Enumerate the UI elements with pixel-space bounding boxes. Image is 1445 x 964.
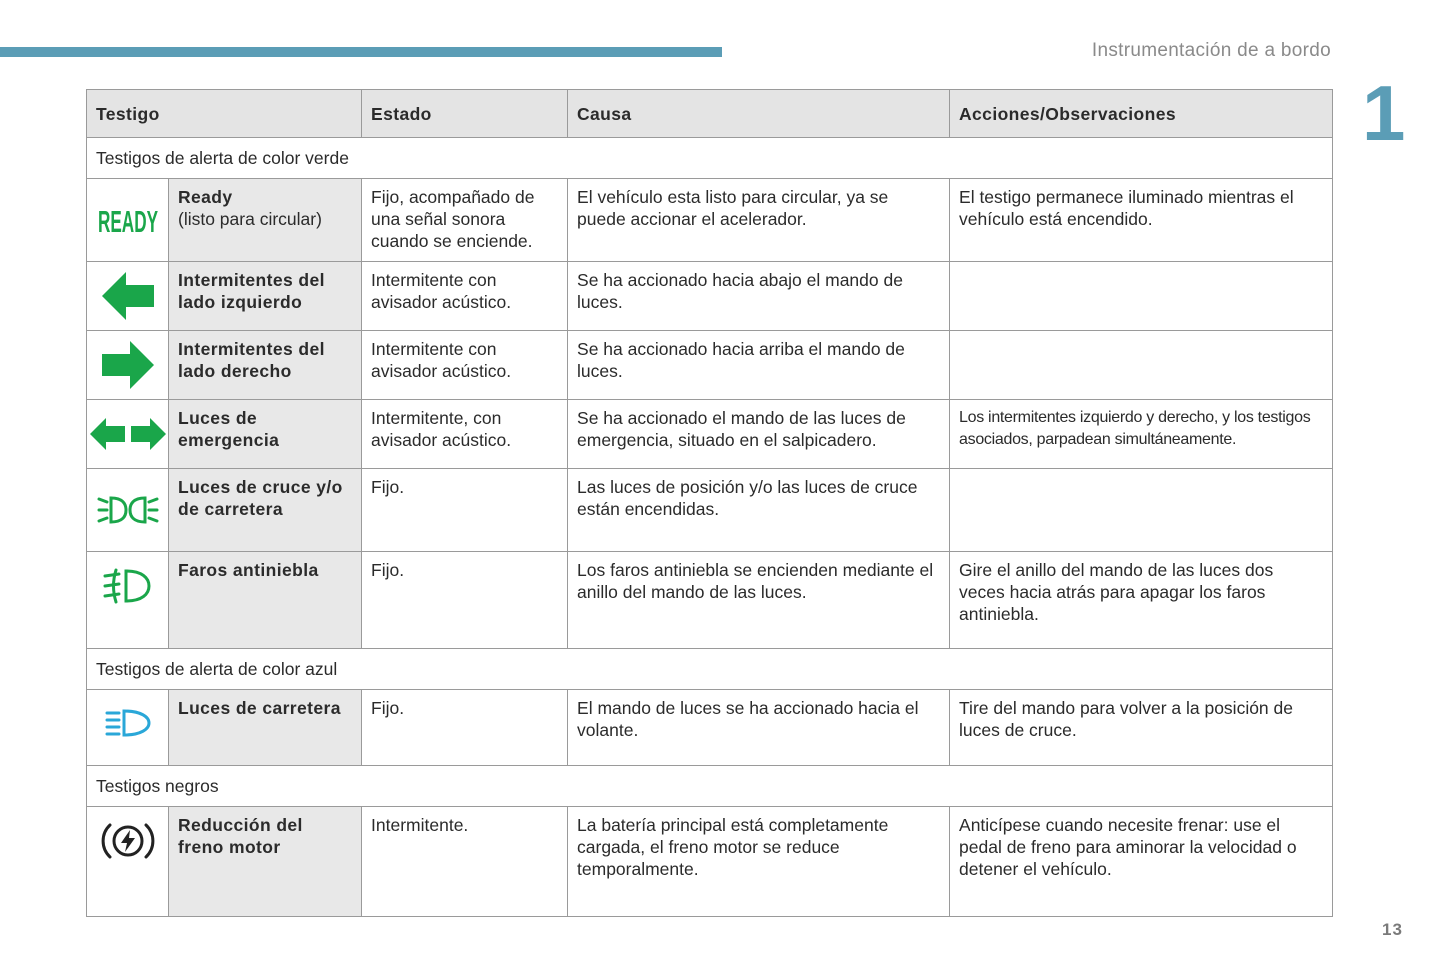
icon-cell <box>87 807 169 917</box>
header-accent-bar <box>0 47 722 57</box>
table-row <box>87 690 1333 766</box>
section-row-green <box>87 138 1333 179</box>
causa-cell: La batería principal está completamente cargada, el freno motor se reduce temporalmente. <box>577 815 889 879</box>
header-causa: Causa <box>568 90 950 138</box>
icon-cell <box>87 262 169 331</box>
causa-cell: Las luces de posición y/o las luces de cruce están encendidas. <box>577 477 918 519</box>
warning-name: Luces de cruce y/o de carretera <box>178 477 343 519</box>
section-label: Testigos de alerta de color azul <box>96 659 338 679</box>
icon-cell <box>87 552 169 649</box>
header-testigo: Testigo <box>87 90 362 138</box>
right-arrow-icon <box>100 339 156 391</box>
table-row <box>87 179 1333 262</box>
warning-name: Luces de emergencia <box>178 408 280 450</box>
icon-cell <box>87 331 169 400</box>
ready-icon <box>96 202 160 238</box>
table-row <box>87 400 1333 469</box>
acciones-cell: Anticípese cuando necesite frenar: use el pedal de freno para aminorar la velocidad o detener el vehículo. <box>959 815 1297 879</box>
causa-cell: Se ha accionado hacia abajo el mando de luces. <box>577 270 903 312</box>
header-acciones: Acciones/Observaciones <box>950 90 1333 138</box>
acciones-cell: Tire del mando para volver a la posición de luces de cruce. <box>959 698 1293 740</box>
estado-cell: Intermitente con avisador acústico. <box>371 339 512 381</box>
svg-text:READY: READY <box>97 204 158 239</box>
high-beam-icon <box>104 708 152 738</box>
section-label: Testigos negros <box>96 776 219 796</box>
estado-cell: Fijo, acompañado de una señal sonora cuando se enciende. <box>371 187 535 251</box>
estado-cell: Fijo. <box>371 560 405 580</box>
warning-name: Luces de carretera <box>178 698 341 718</box>
low-beam-icon <box>97 493 159 527</box>
causa-cell: Se ha accionado hacia arriba el mando de luces. <box>577 339 905 381</box>
warning-name: Intermitentes del lado izquierdo <box>178 270 325 312</box>
warning-lights-table <box>86 89 1333 917</box>
warning-name: Faros antiniebla <box>178 560 319 580</box>
causa-cell: Se ha accionado el mando de las luces de emergencia, situado en el salpicadero. <box>577 408 906 450</box>
section-row-black <box>87 766 1333 807</box>
warning-name: Reducción del freno motor <box>178 815 303 857</box>
causa-cell: El vehículo esta listo para circular, ya se puede accionar el acelerador. <box>577 187 889 229</box>
icon-cell <box>87 400 169 469</box>
table-row <box>87 469 1333 552</box>
engine-brake-icon <box>100 817 156 865</box>
table-header-row <box>87 90 1333 138</box>
warning-name: Ready <box>178 187 233 207</box>
acciones-cell: El testigo permanece iluminado mientras el vehículo está encendido. <box>959 187 1294 229</box>
acciones-cell <box>950 331 1332 344</box>
left-arrow-icon <box>100 270 156 322</box>
section-row-blue <box>87 649 1333 690</box>
acciones-cell <box>950 262 1332 275</box>
causa-cell: Los faros antiniebla se encienden mediante el anillo del mando de las luces. <box>577 560 934 602</box>
table-row <box>87 262 1333 331</box>
warning-subname: (listo para circular) <box>178 209 322 229</box>
icon-cell <box>87 179 169 262</box>
header-estado: Estado <box>362 90 568 138</box>
fog-light-icon <box>102 566 154 606</box>
hazard-arrows-icon <box>89 416 167 452</box>
warning-name: Intermitentes del lado derecho <box>178 339 325 381</box>
causa-cell: El mando de luces se ha accionado hacia el volante. <box>577 698 919 740</box>
chapter-number: 1 <box>1362 69 1406 157</box>
table-row <box>87 331 1333 400</box>
estado-cell: Intermitente con avisador acústico. <box>371 270 512 312</box>
estado-cell: Fijo. <box>371 477 405 497</box>
table-row <box>87 552 1333 649</box>
estado-cell: Intermitente. <box>371 815 469 835</box>
acciones-cell: Gire el anillo del mando de las luces dos veces hacia atrás para apagar los faros antiniebla. <box>959 560 1274 624</box>
section-label: Testigos de alerta de color verde <box>96 148 349 168</box>
acciones-cell <box>950 469 1332 482</box>
estado-cell: Fijo. <box>371 698 405 718</box>
estado-cell: Intermitente, con avisador acústico. <box>371 408 512 450</box>
section-title: Instrumentación de a bordo <box>1091 40 1331 61</box>
page-number: 13 <box>1382 920 1403 939</box>
table-row <box>87 807 1333 917</box>
icon-cell <box>87 469 169 552</box>
icon-cell <box>87 690 169 766</box>
acciones-cell: Los intermitentes izquierdo y derecho, y los testigos asociados, parpadean simultáneamente. <box>959 409 1311 448</box>
